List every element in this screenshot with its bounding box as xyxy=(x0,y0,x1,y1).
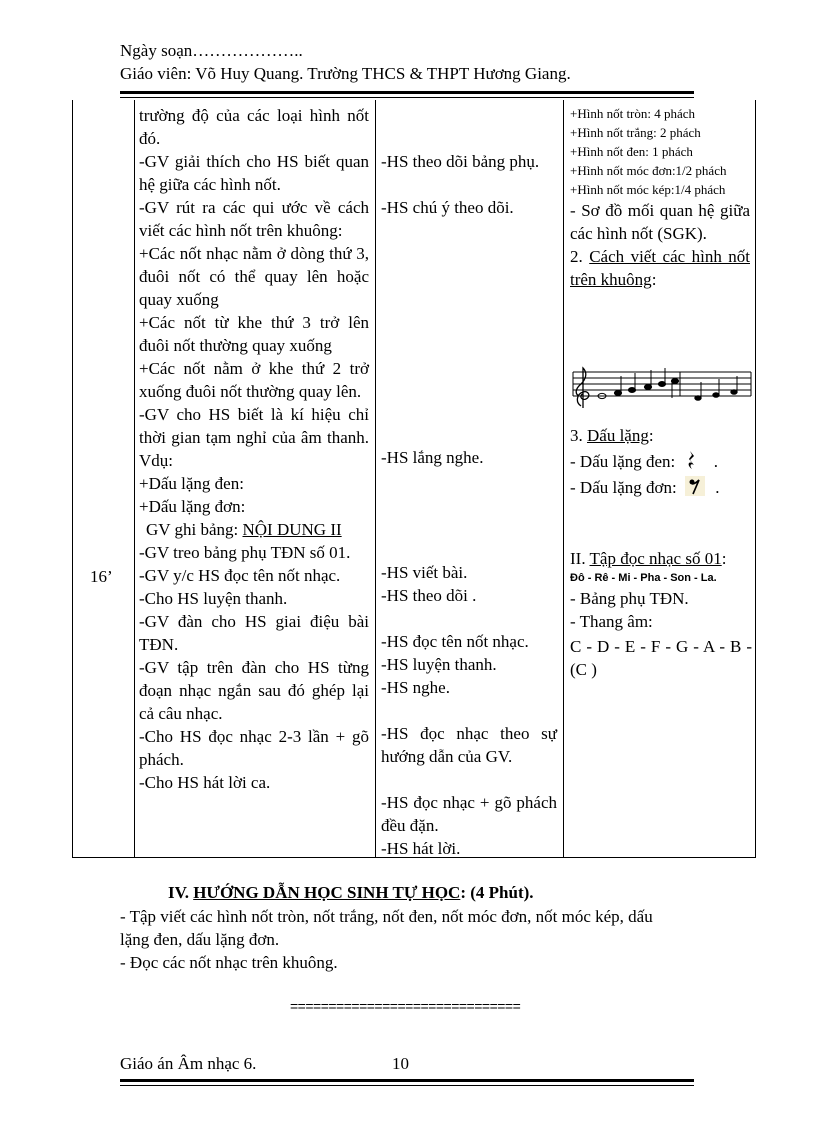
student-activity: -HS hát lời. xyxy=(381,839,461,858)
teacher-item: -GV tập trên đàn cho HS từng đoạn nhạc ngắn sau đó ghép lại cả câu nhạc. xyxy=(139,658,369,723)
section-4-suffix: : (4 Phút). xyxy=(460,883,534,902)
header-rule-thick xyxy=(120,91,694,94)
section-4-number: IV. xyxy=(168,883,194,902)
teacher-item: +Các nốt nhạc nằm ở dòng thứ 3, đuôi nốt có thể quay lên hoặc quay xuống xyxy=(139,244,369,309)
quarter-rest-icon xyxy=(684,450,700,470)
teacher-item: trường độ của các loại hình nốt đó. xyxy=(139,106,369,148)
teacher-item: -Cho HS đọc nhạc 2-3 lần + gõ phách. xyxy=(139,727,369,769)
teacher-item: +Dấu lặng đơn: xyxy=(139,497,246,516)
section-3-heading xyxy=(570,424,750,447)
table-border-left xyxy=(72,100,73,858)
solfege-notes: Đô - Rê - Mi - Pha - Son - La. xyxy=(570,572,717,584)
section-2-number: 2. xyxy=(570,247,590,266)
footer-title: Giáo án Âm nhạc 6. xyxy=(120,1054,257,1073)
section-2-heading xyxy=(570,245,750,291)
teacher-item: +Các nốt từ khe thứ 3 trở lên đuôi nốt thường quay xuống xyxy=(139,313,369,355)
section-3-number: 3. xyxy=(570,426,587,445)
board-note-title: NỘI DUNG II xyxy=(242,520,342,539)
teacher-item: +Dấu lặng đen: xyxy=(139,474,244,493)
separator-line: ============================== xyxy=(290,998,521,1014)
teacher-item: -GV đàn cho HS giai điệu bài TĐN. xyxy=(139,612,369,654)
section-4-title: HƯỚNG DẪN HỌC SINH TỰ HỌC xyxy=(193,883,461,902)
rest-section xyxy=(570,424,750,499)
teacher-item: -GV giải thích cho HS biết quan hệ giữa các hình nốt. xyxy=(139,152,369,194)
student-activity: -HS nghe. xyxy=(381,678,450,697)
part-ii-section xyxy=(570,547,752,681)
teacher-item: -GV rút ra các qui ước về cách viết các hình nốt trên khuông: xyxy=(139,198,369,240)
footer-rule-thick xyxy=(120,1079,694,1082)
homework-line: - Tập viết các hình nốt tròn, nốt trắng, nốt đen, nốt móc đơn, nốt móc kép, dấu xyxy=(120,907,653,926)
teacher-item: +Các nốt nằm ở khe thứ 2 trở xuống đuôi nốt thường quay lên. xyxy=(139,359,369,401)
table-border-right xyxy=(755,100,756,858)
board-note-prefix: GV ghi bảng: xyxy=(146,520,243,539)
prep-date: Ngày soạn……………….. xyxy=(120,41,303,60)
student-activity: -HS lắng nghe. xyxy=(381,448,484,467)
eighth-rest-icon xyxy=(685,476,705,496)
student-activity: -HS theo dõi . xyxy=(381,586,477,605)
student-activity: -HS đọc nhạc theo sự hướng dẫn của GV. xyxy=(381,724,557,766)
header-rule-thin xyxy=(120,97,694,98)
section-3-title: Dấu lặng xyxy=(587,426,649,445)
section-3-colon: : xyxy=(648,426,654,445)
music-staff-icon xyxy=(569,364,753,414)
quarter-rest-row xyxy=(570,450,750,473)
board-note: - Bảng phụ TĐN. xyxy=(570,589,689,608)
content-notes xyxy=(570,104,750,291)
table-divider-2 xyxy=(375,100,376,858)
part-ii-number: II. xyxy=(570,549,590,568)
scale-notes: C - D - E - F - G - A - B - (C ) xyxy=(570,637,752,679)
student-activity: -HS luyện thanh. xyxy=(381,655,497,674)
period-mark: . xyxy=(713,452,719,471)
scale-label: - Thang âm: xyxy=(570,612,653,631)
student-activity: -HS theo dõi bảng phụ. xyxy=(381,152,540,171)
period-mark: . xyxy=(715,478,720,497)
section-4-heading xyxy=(168,881,534,904)
teacher-item: -GV treo bảng phụ TĐN số 01. xyxy=(139,543,351,562)
section-2-title: Cách viết các hình nốt trên khuông xyxy=(570,247,750,289)
note-value: +Hình nốt móc đơn:1/2 phách xyxy=(570,163,727,178)
student-activity: -HS viết bài. xyxy=(381,563,468,582)
diagram-note: - Sơ đồ mối quan hệ giữa các hình nốt (SGK). xyxy=(570,201,750,243)
part-ii-title: Tập đọc nhạc số 01 xyxy=(589,549,722,568)
note-value: +Hình nốt đen: 1 phách xyxy=(570,144,693,159)
student-activity: -HS đọc tên nốt nhạc. xyxy=(381,632,529,651)
footer-rule-thin xyxy=(120,1085,694,1086)
teacher-info: Giáo viên: Võ Huy Quang. Trường THCS & THPT Hương Giang. xyxy=(120,64,571,83)
teacher-item: -Cho HS luyện thanh. xyxy=(139,589,288,608)
note-value: +Hình nốt móc kép:1/4 phách xyxy=(570,182,726,197)
student-activity: -HS đọc nhạc + gõ phách đều đặn. xyxy=(381,793,557,835)
section-2-colon: : xyxy=(651,270,657,289)
teacher-activities xyxy=(139,104,369,794)
teacher-board-note xyxy=(139,518,369,541)
note-value: +Hình nốt tròn: 4 phách xyxy=(570,106,696,121)
time-cell: 16’ xyxy=(90,567,113,586)
table-divider-1 xyxy=(134,100,135,858)
homework-line: - Đọc các nốt nhạc trên khuông. xyxy=(120,953,338,972)
homework-line: lặng đen, dấu lặng đơn. xyxy=(120,930,280,949)
quarter-rest-label: - Dấu lặng đen: xyxy=(570,452,676,471)
part-ii-colon: : xyxy=(721,549,727,568)
teacher-item: -GV cho HS biết là kí hiệu chỉ thời gian tạm nghỉ của âm thanh. Vdụ: xyxy=(139,405,369,470)
eighth-rest-row xyxy=(570,476,750,499)
part-ii-heading xyxy=(570,547,752,570)
page-number: 10 xyxy=(392,1054,409,1073)
eighth-rest-label: - Dấu lặng đơn: xyxy=(570,478,677,497)
teacher-item: -GV y/c HS đọc tên nốt nhạc. xyxy=(139,566,341,585)
student-activity: -HS chú ý theo dõi. xyxy=(381,198,514,217)
note-value: +Hình nốt trắng: 2 phách xyxy=(570,125,701,140)
teacher-item: -Cho HS hát lời ca. xyxy=(139,773,271,792)
table-divider-3 xyxy=(563,100,564,858)
